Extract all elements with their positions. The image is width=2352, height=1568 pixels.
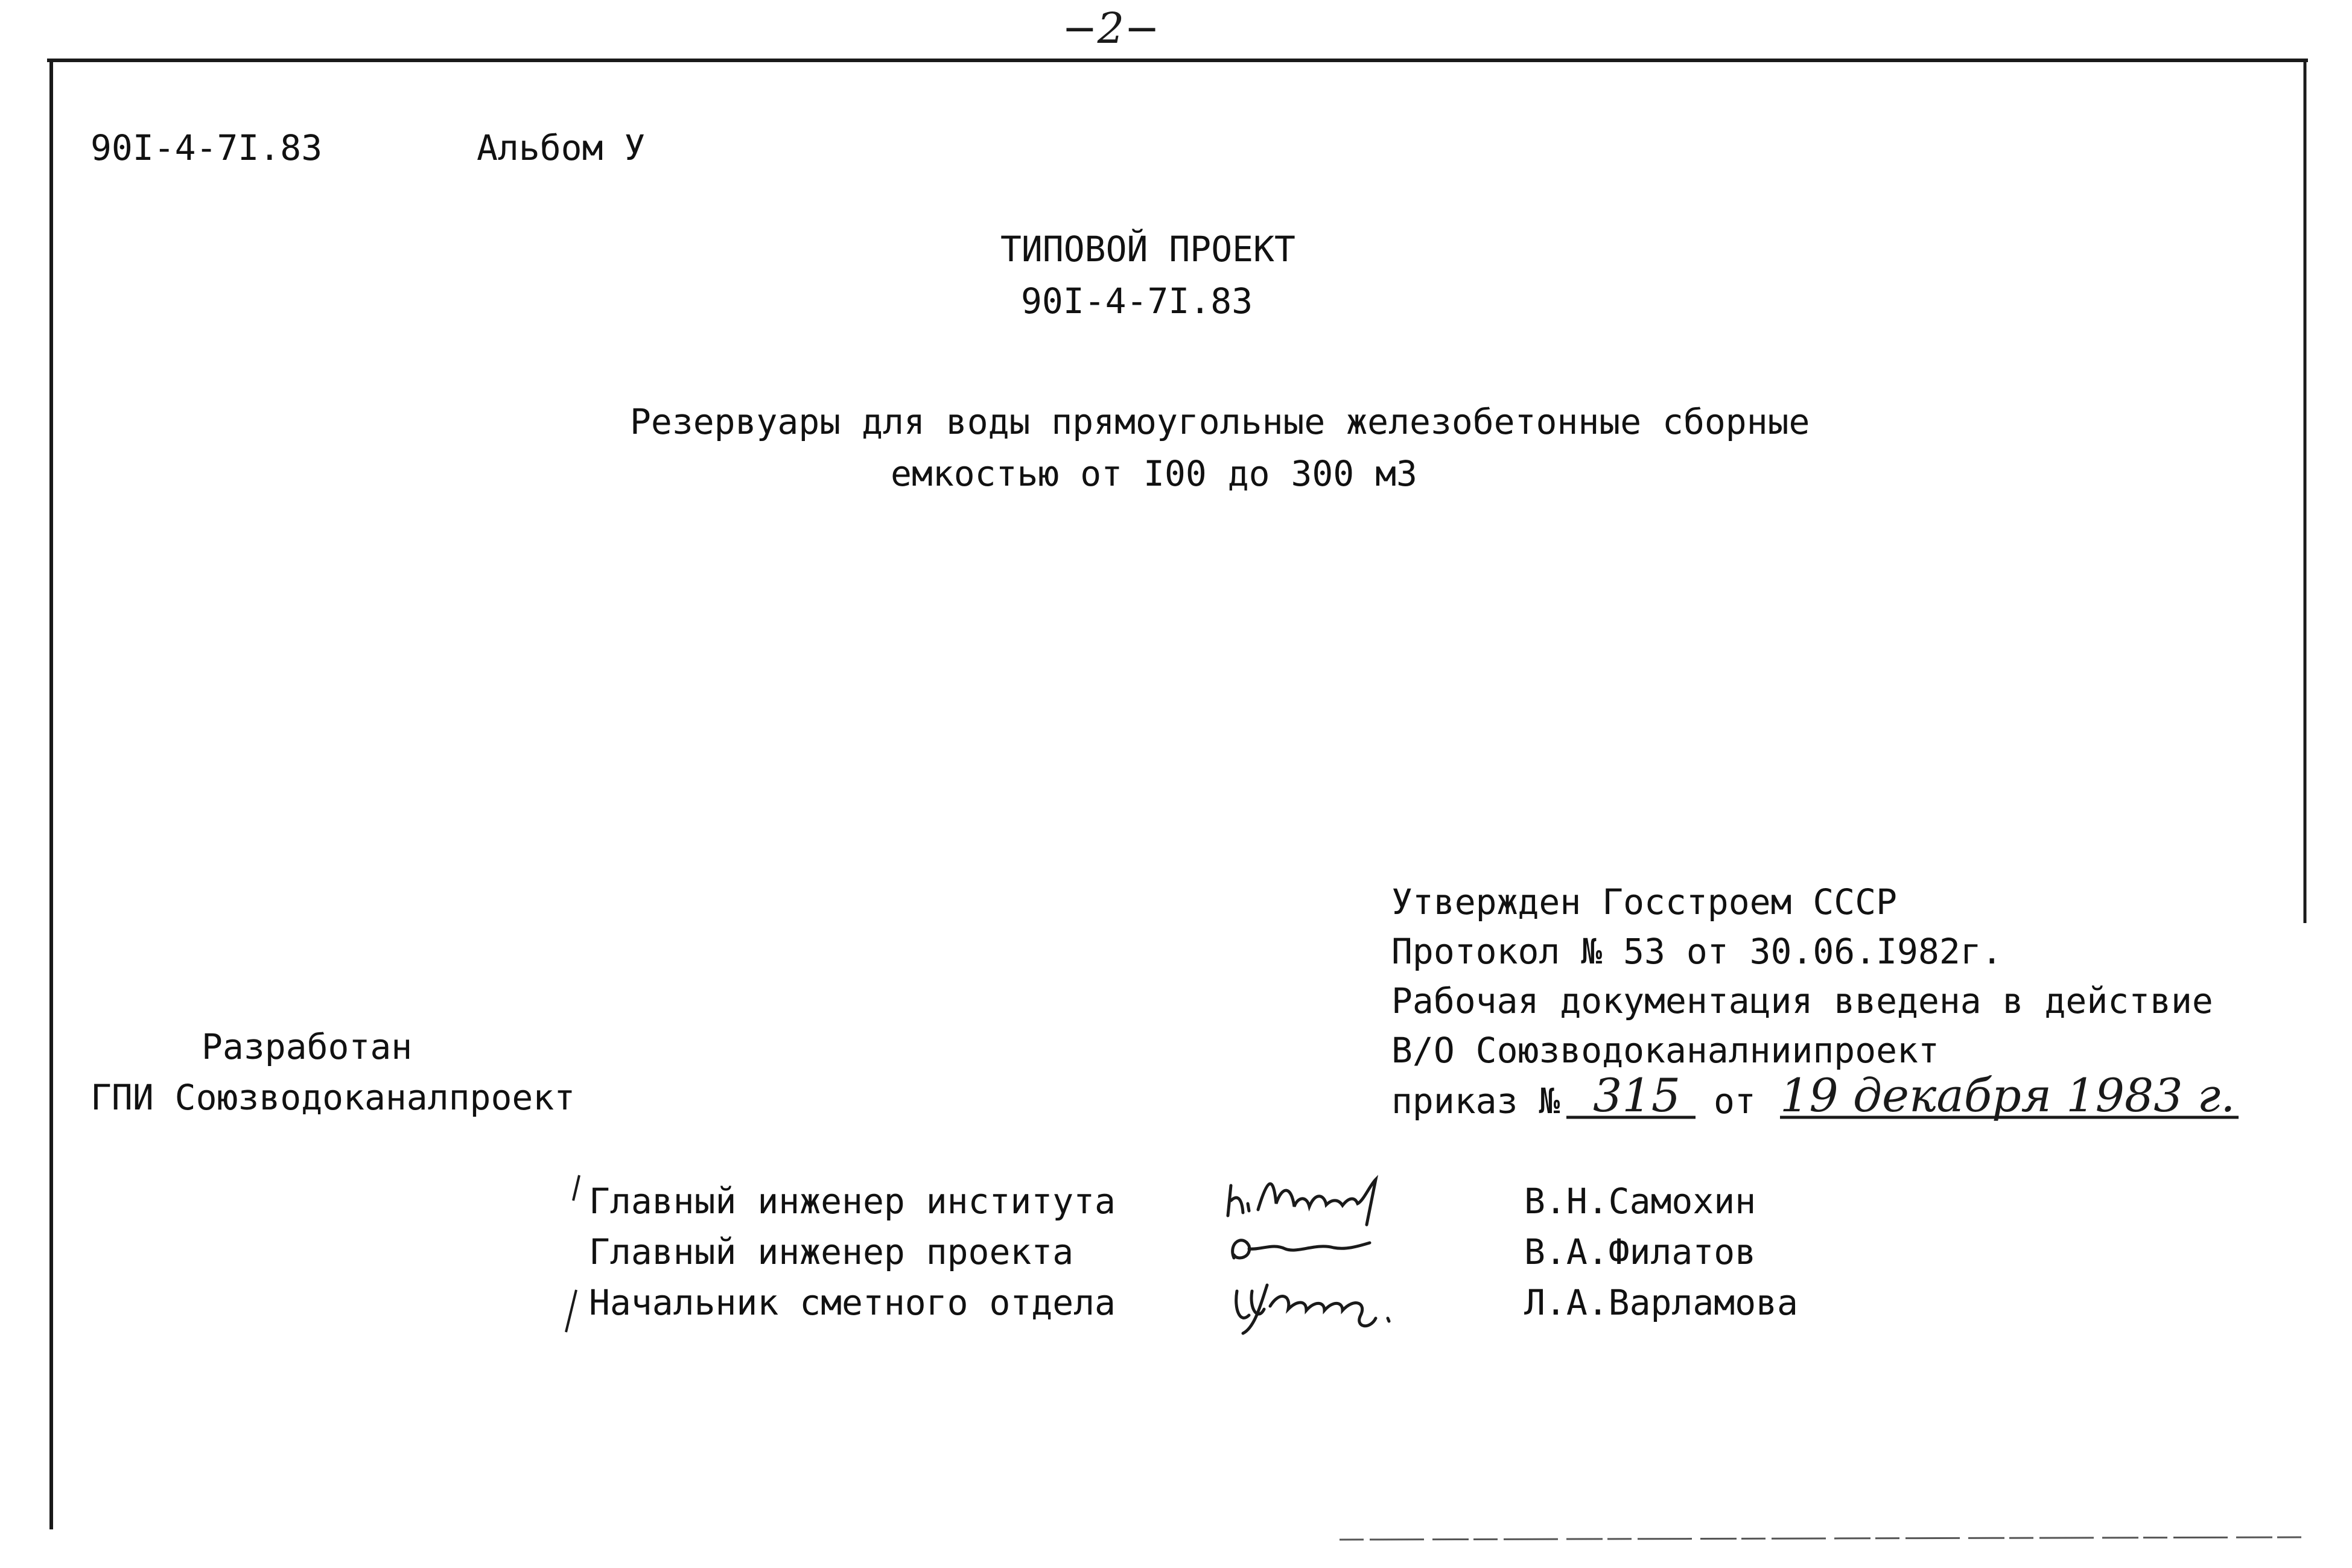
signature-3 (1225, 1273, 1478, 1339)
page-number: −2− (1062, 4, 1160, 53)
signature-1 (1225, 1167, 1490, 1234)
title-line-2: 90I-4-7I.83 (1021, 281, 1253, 322)
approval-line-1: Утвержден Госстроем СССР (1391, 881, 1898, 922)
signatory-name-2: В.А.Филатов (1524, 1231, 1756, 1272)
signatory-name-3: Л.А.Варламова (1524, 1282, 1798, 1323)
approval-line-4: В/О Союзводоканалниипроект (1391, 1030, 1939, 1071)
approval-line-2: Протокол № 53 от 30.06.I982г. (1391, 931, 2003, 972)
subject-line-1: Резервуары для воды прямоугольные железобетонные сборные (630, 401, 1810, 442)
order-from: от (1714, 1081, 1756, 1122)
title-line-1: ТИПОВОЙ ПРОЕКТ (1000, 229, 1295, 270)
document-code: 90I-4-7I.83 (91, 127, 323, 168)
order-number: 315 (1593, 1068, 1681, 1122)
developer-org: ГПИ Союзводоканалпроект (91, 1077, 576, 1118)
signatory-name-1: В.Н.Самохин (1524, 1181, 1756, 1222)
order-prefix: приказ № (1391, 1081, 1560, 1122)
album-label: Альбом У (477, 127, 646, 168)
order-date: 19 декабря 1983 г. (1780, 1068, 2236, 1122)
approval-line-3: Рабочая документация введена в действие (1391, 980, 2213, 1021)
signatory-role-2: Главный инженер проекта (589, 1231, 1074, 1272)
signatory-role-3: Начальник сметного отдела (589, 1282, 1116, 1323)
developer-label: Разработан (202, 1026, 413, 1067)
signature-2 (1225, 1225, 1418, 1273)
signatory-role-1: Главный инженер института (589, 1181, 1116, 1222)
subject-line-2: емкостью от I00 до 300 м3 (891, 453, 1417, 494)
